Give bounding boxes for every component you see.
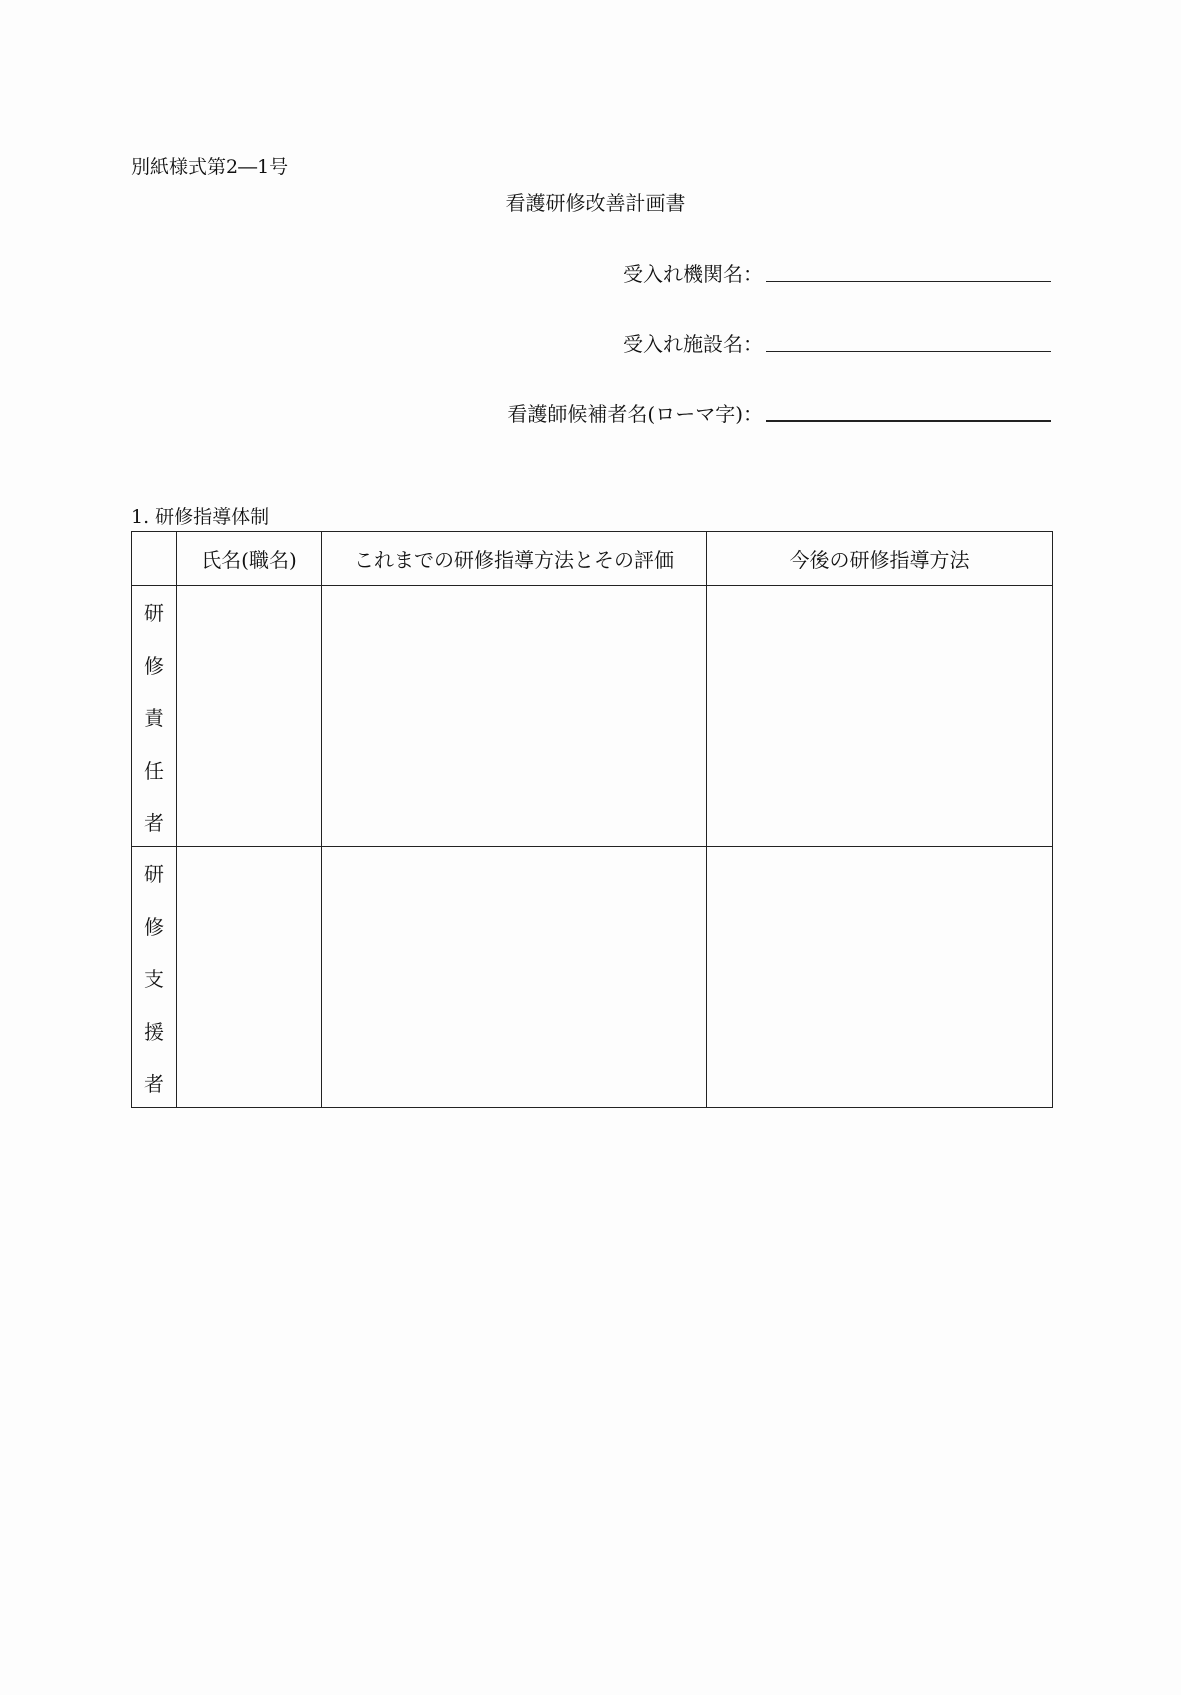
table-row-training-manager	[132, 586, 1053, 847]
training-plan-table	[131, 531, 1053, 1108]
host-facility-label: 受入れ施設名：	[623, 332, 763, 356]
host-organization-field[interactable]	[766, 281, 1051, 282]
header-name-title: 氏名(職名)	[177, 532, 322, 586]
host-organization-label: 受入れ機関名：	[623, 262, 763, 286]
row-label-char: 援	[144, 1019, 164, 1044]
row-label-char: 研	[144, 862, 164, 886]
header-blank	[132, 532, 177, 586]
candidate-name-field[interactable]	[766, 420, 1051, 422]
form-number: 別紙様式第2―1号	[131, 156, 289, 178]
row-label-char: 修	[144, 914, 164, 939]
row-label-char: 支	[144, 967, 164, 991]
supporter-past-method-cell[interactable]	[322, 847, 707, 1108]
manager-name-cell[interactable]	[177, 586, 322, 847]
manager-past-method-cell[interactable]	[322, 586, 707, 847]
table-header-row	[132, 532, 1053, 586]
supporter-name-cell[interactable]	[177, 847, 322, 1108]
row-label-char: 研	[144, 601, 164, 625]
header-past-method: これまでの研修指導方法とその評価	[322, 532, 707, 586]
document-title: 看護研修改善計画書	[505, 191, 686, 215]
supporter-future-method-cell[interactable]	[707, 847, 1053, 1108]
section-heading: 1. 研修指導体制	[131, 506, 270, 528]
host-facility-field[interactable]	[766, 351, 1051, 352]
table-row-training-supporter	[132, 847, 1053, 1108]
row-label-char: 任	[144, 758, 164, 783]
row-label-char: 者	[144, 1072, 164, 1096]
row-label-char: 者	[144, 811, 164, 835]
row-label-char: 責	[144, 706, 164, 730]
row-label-training-manager	[132, 586, 177, 847]
row-label-char: 修	[144, 653, 164, 678]
manager-future-method-cell[interactable]	[707, 586, 1053, 847]
row-label-training-supporter	[132, 847, 177, 1108]
header-future-method: 今後の研修指導方法	[707, 532, 1053, 586]
candidate-name-label: 看護師候補者名(ローマ字)：	[507, 402, 763, 426]
